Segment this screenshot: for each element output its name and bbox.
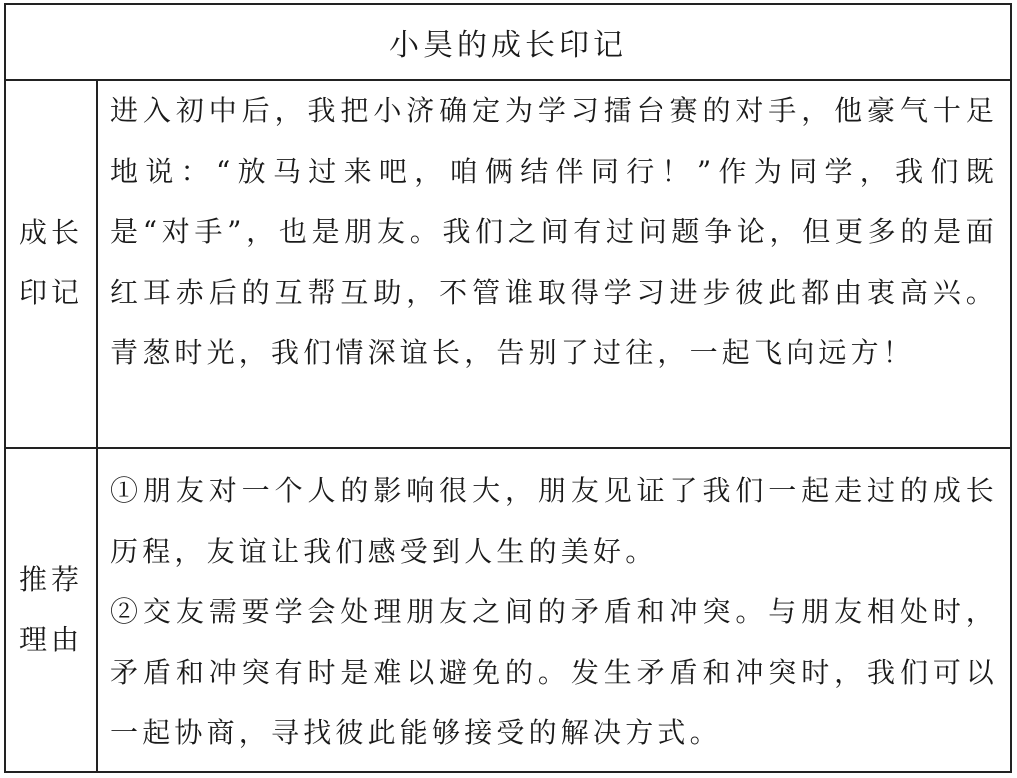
row-label-recommend-reason (6, 449, 98, 771)
reason-item-1: ①朋友对一个人的影响很大，朋友见证了我们一起走过的成长历程，友谊让我们感受到人生的美好。 (110, 474, 998, 568)
reason-item-2: ②交友需要学会处理朋友之间的矛盾和冲突。与朋友相处时，矛盾和冲突有时是难以避免的。发生矛盾和冲突时，我们可以一起协商，寻找彼此能够接受的解决方式。 (110, 595, 998, 749)
recommend-reason-text (98, 449, 1010, 771)
table-title: 小昊的成长印记 (6, 5, 1010, 81)
growth-record-table (4, 3, 1012, 773)
growth-record-text (98, 79, 1010, 447)
row-label-growth-record (6, 79, 98, 447)
row-label-line: 理由 (18, 623, 83, 656)
row-label-line: 推荐 (18, 563, 83, 596)
paragraph: 进入初中后，我把小济确定为学习擂台赛的对手，他豪气十足地说：“放马过来吧，咱俩结伴同行！”作为同学，我们既是“对手”，也是朋友。我们之间有过问题争论，但更多的是面红耳赤后的互帮互助，不管谁取得学习进步彼此都由衷高兴。青葱时光，我们情深谊长，告别了过往，一起飞向远方！ (110, 94, 998, 369)
table-row-recommend-reason (6, 449, 1010, 771)
table-row-growth-record (6, 79, 1010, 449)
row-label-line: 成长 (18, 216, 83, 249)
row-label-line: 印记 (18, 276, 83, 309)
